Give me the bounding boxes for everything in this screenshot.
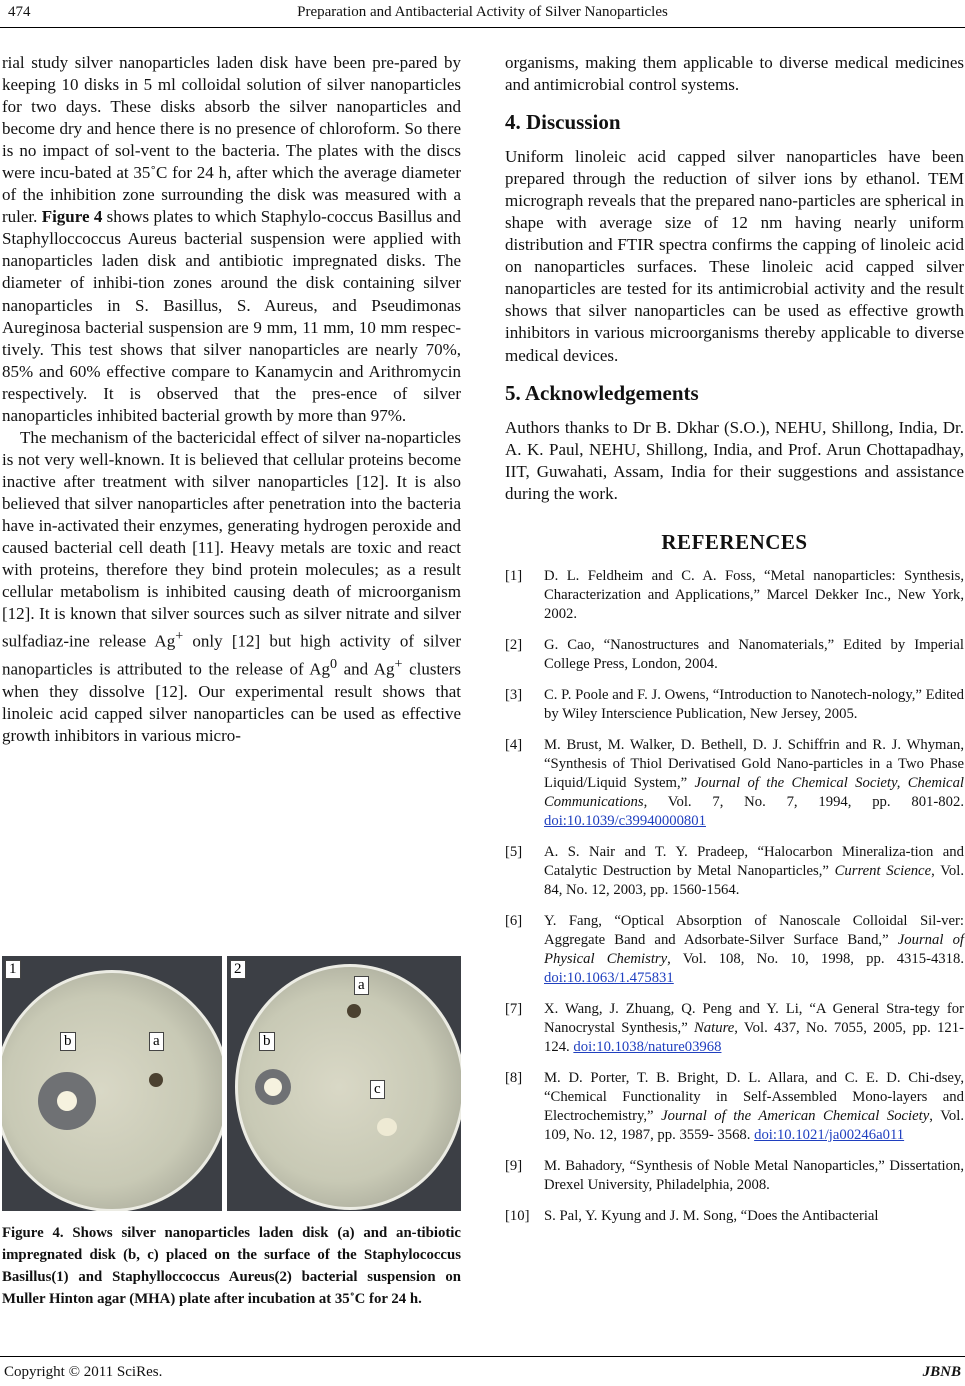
section-heading-acknowledgements: 5. Acknowledgements xyxy=(505,380,699,405)
disk-label: c xyxy=(370,1080,385,1099)
body-paragraph: organisms, making them applicable to diverse medical medicines and antimicrobial control systems. xyxy=(505,53,964,95)
footer-rule xyxy=(0,1356,965,1357)
reference-item: [1] D. L. Feldheim and C. A. Foss, “Metal nanoparticles: Synthesis, Characterization and Applications,” Marcel Dekker Inc., New York, 2002. xyxy=(505,567,964,622)
nanoparticle-disk xyxy=(347,1004,361,1018)
page-footer xyxy=(0,1356,965,1386)
nanoparticle-disk xyxy=(149,1073,163,1087)
disk-label: b xyxy=(60,1032,76,1051)
running-title: Preparation and Antibacterial Activity of Silver Nanoparticles xyxy=(297,4,668,20)
antibiotic-disk xyxy=(57,1091,77,1111)
plate-photo-2 xyxy=(227,956,461,1211)
petri-dish xyxy=(2,970,222,1211)
page-header xyxy=(0,0,965,30)
body-paragraph: Uniform linoleic acid capped silver nanoparticles have been prepared through the reduction of silver ions by ethanol. TEM micrograph reveals that the prepared nano-particles are spherical in shape with average size of 12 nm having nearly uniform distribution and FTIR spectra confirms the capping of linoleic acid on nanoparticles surfaces. These linoleic acid capped silver nanoparticles are tested for its antimicrobial activity and the result shows that silver nanoparticles can be used as effective growth inhibitors in various microorganisms thereby applicable to diverse medical devices. xyxy=(505,147,964,365)
antibiotic-disk xyxy=(264,1078,282,1096)
disk-label: a xyxy=(149,1032,164,1051)
section-heading-discussion: 4. Discussion xyxy=(505,110,621,135)
page-number: 474 xyxy=(8,4,31,20)
reference-item: [7] X. Wang, J. Zhuang, Q. Peng and Y. Li, “A General Stra-tegy for Nanocrystal Synthesis,” Nature, Vol. 437, No. 7055, 2005, pp. 121-124. doi:10.1038/nature03968 xyxy=(505,1000,965,1055)
doi-link[interactable]: doi:10.1039/c39940000801 xyxy=(544,812,706,829)
disk-label: a xyxy=(354,976,369,995)
reference-list xyxy=(505,567,964,1226)
reference-item: [6] Y. Fang, “Optical Absorption of Nanoscale Colloidal Sil-ver: Aggregate Band and Adsorbate-Silver Surface Band,” Journal of Physical Chemistry, Vol. 108, No. 10, 1998, pp. 4315-4318. doi:10.1063/1.475831 xyxy=(505,912,965,986)
copyright-notice: Copyright © 2011 SciRes. xyxy=(4,1364,163,1380)
panel-label: 2 xyxy=(230,960,246,979)
reference-item: [8] M. D. Porter, T. B. Bright, D. L. Allara, and C. E. D. Chi-dsey, “Chemical Functionality in Self-Assembled Mono-layers and Electrochemistry,” Journal of the American Chemical Society, Vol. 109, No. 12, 1987, pp. 3559- 3568. doi:10.1021/ja00246a011 xyxy=(505,1069,964,1143)
antibiotic-disk xyxy=(377,1118,397,1136)
reference-item: [5] A. S. Nair and T. Y. Pradeep, “Halocarbon Mineraliza-tion and Catalytic Destruction by Metal Nanoparticles,” Current Science, Vol. 84, No. 12, 2003, pp. 1560-1564. xyxy=(505,843,964,898)
body-paragraph: rial study silver nanoparticles laden disk have been pre-pared by keeping 10 disks in 5 ml colloidal solution of silver nanoparticles for two days. These disks absorb the silver nanoparticles and become dry and hence there is no presence of chloroform. So there is no impact of sol-vent to the bacteria. The plates with the discs were incu-bated at 35˚C for 24 h, after which the average diameter of the inhibition zone surrounding the disk was measured with a ruler. Figure 4 shows plates to which Staphylo-coccus Basillus and Staphylloccoccus Aureus bacterial suspension were applied with nanoparticles laden disk and antibiotic impregnated disks. The diameter of inhibi-tion zones around the disk containing silver nanoparticles in S. Basillus, S. Aureus, and Pseudimonas Aureginosa bacterial suspension are 9 mm, 11 mm, 10 mm respec-tively. This test shows that silver nanoparticles are nearly 70%, 85% and 60% effective compare to Kanamycin and Arithromycin respectively. It is observed that the pres-ence of silver nanoparticles inhibited bacterial growth by more than 97%. xyxy=(2,53,461,425)
disk-label: b xyxy=(259,1032,275,1051)
plate-photo-1 xyxy=(2,956,222,1211)
figure-caption: Figure 4. Shows silver nanoparticles laden disk (a) and an-tibiotic impregnated disk (b, c) placed on the surface of the Staphylococcus Basillus(1) and Staphylloccoccus Aureus(2) bacterial suspension on Muller Hinton agar (MHA) plate after incubation at 35˚C for 24 h. xyxy=(2,1225,461,1307)
reference-item: [2] G. Cao, “Nanostructures and Nanomaterials,” Edited by Imperial College Press, London, 2004. xyxy=(505,636,964,672)
reference-item: [10] S. Pal, Y. Kyung and J. M. Song, “Does the Antibacterial xyxy=(505,1207,879,1224)
panel-label: 1 xyxy=(5,960,21,979)
references-heading: REFERENCES xyxy=(661,529,808,554)
doi-link[interactable]: doi:10.1021/ja00246a011 xyxy=(754,1126,905,1143)
journal-abbreviation: JBNB xyxy=(922,1364,961,1380)
reference-item: [3] C. P. Poole and F. J. Owens, “Introduction to Nanotech-nology,” Edited by Wiley Interscience Publication, New Jersey, 2005. xyxy=(505,686,964,722)
doi-link[interactable]: doi:10.1038/nature03968 xyxy=(573,1038,722,1055)
left-column xyxy=(2,52,461,747)
right-column xyxy=(505,52,964,1238)
body-paragraph: The mechanism of the bactericidal effect of silver na-noparticles is not very well-known. It is believed that cellular proteins become inactive after treatment with silver nanoparticles [12]. It is also believed that silver nanoparticles after penetration into the bacteria have in-activated their enzymes, generating hydrogen peroxide and caused bacterial cell death [11]. Heavy metals are toxic and react with proteins, therefore they bind protein molecules; as a result cellular metabolism is inhibited causing death of microorganism [12]. It is known that silver sources such as silver nitrate and silver sulfadiaz-ine release Ag+ only [12] but high activity of silver nanoparticles is attributed to the release of Ag$^0$ and Ag+ clusters when they dissolve [12]. Our experimental result shows that linoleic acid capped silver nanoparticles can be used as effective growth inhibitors in various micro- xyxy=(2,427,462,745)
doi-link[interactable]: doi:10.1063/1.475831 xyxy=(544,969,674,986)
reference-item: [4] M. Brust, M. Walker, D. Bethell, D. J. Schiffrin and R. J. Whyman, “Synthesis of Thiol Derivatised Gold Nano-particles in a Two Phase Liquid/Liquid System,” Journal of the Chemical Society, Chemical Communications, Vol. 7, No. 7, 1994, pp. 801-802. doi:10.1039/c39940000801 xyxy=(505,736,965,829)
figure-reference: Figure 4 xyxy=(41,207,103,227)
figure-4 xyxy=(2,956,461,1211)
body-paragraph: Authors thanks to Dr B. Dkhar (S.O.), NEHU, Shillong, India, Dr. A. K. Paul, NEHU, Shillong, India, and Prof. Arun Chottapadhay, IIT, Guwahati, Assam, India for their suggestions and assistance during the work. xyxy=(505,417,964,503)
header-rule xyxy=(0,27,965,28)
reference-item: [9] M. Bahadory, “Synthesis of Noble Metal Nanoparticles,” Dissertation, Drexel University, Philadelphia, 2008. xyxy=(505,1157,964,1193)
